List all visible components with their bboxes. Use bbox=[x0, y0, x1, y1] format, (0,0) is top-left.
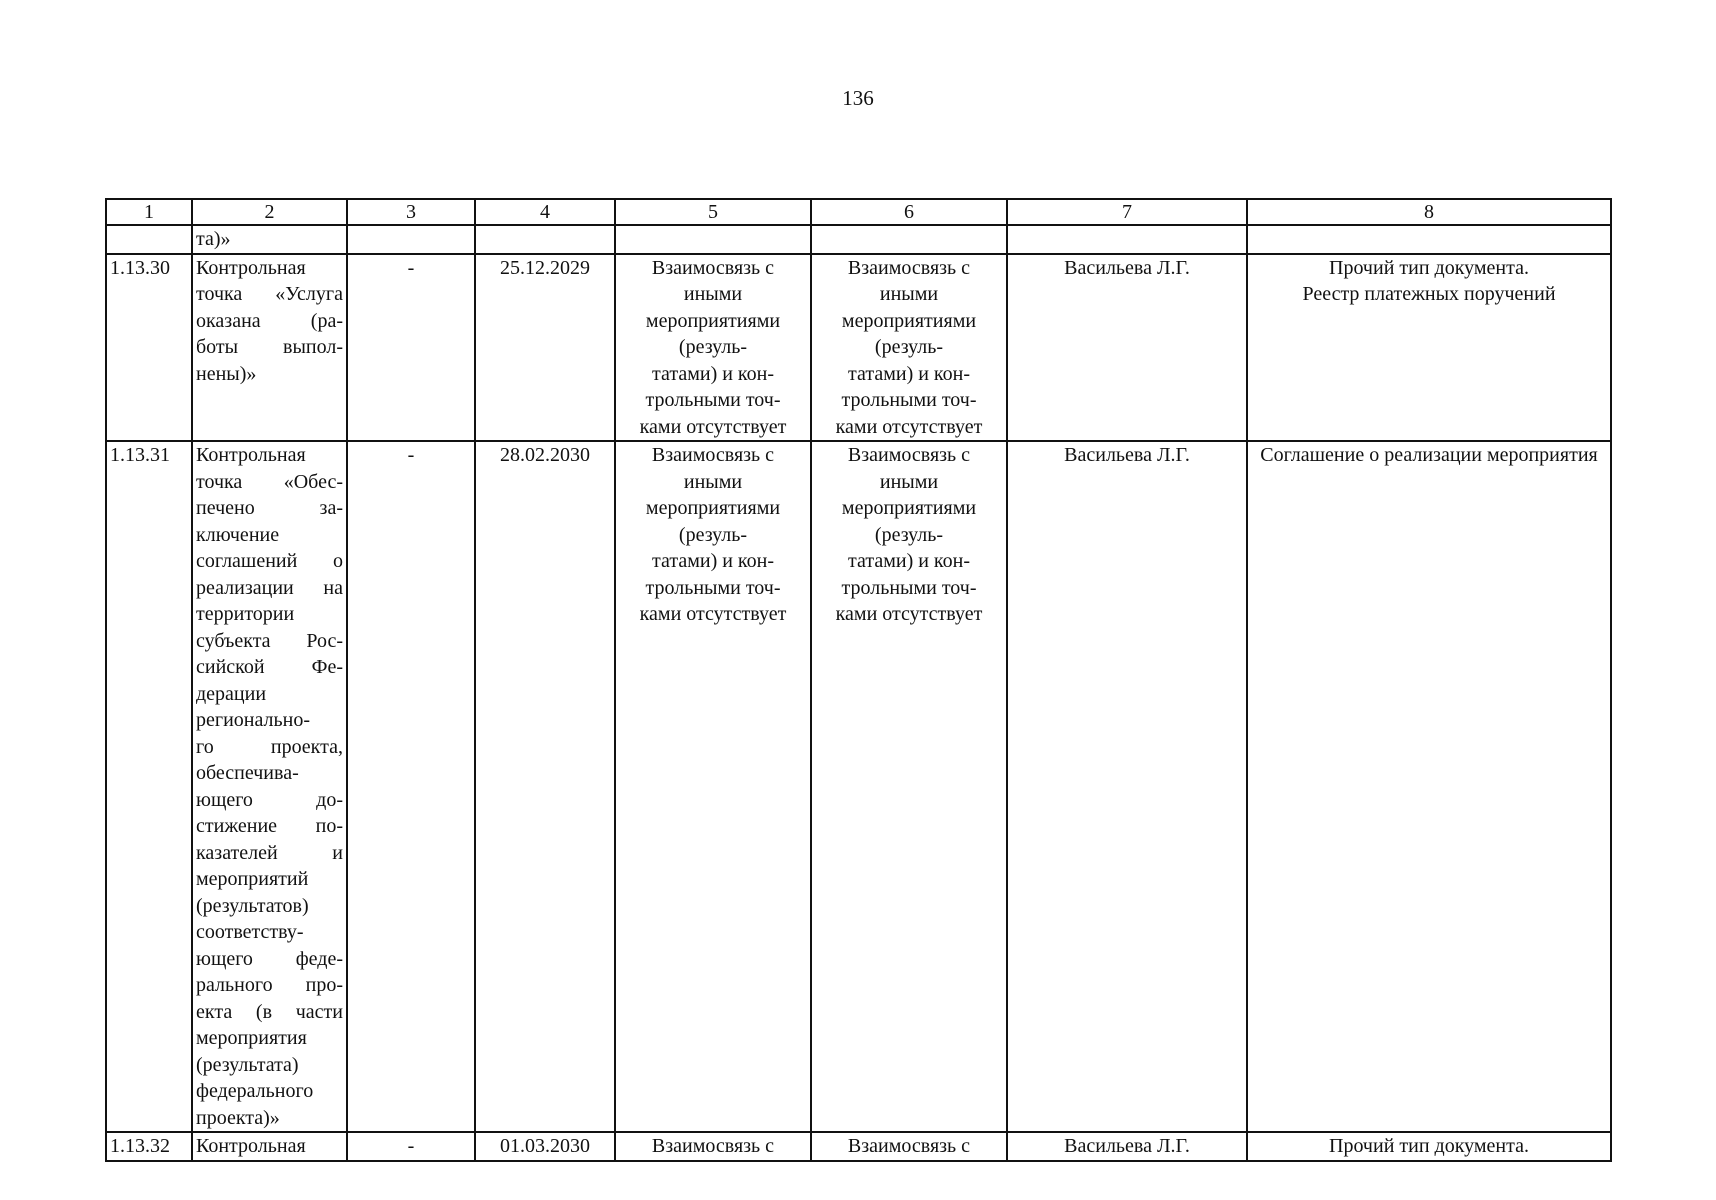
description-line: точка «Обес- bbox=[196, 470, 343, 493]
description-line: реализации на bbox=[196, 576, 343, 599]
header-col-6: 6 bbox=[811, 199, 1007, 225]
cell-empty bbox=[1007, 225, 1247, 254]
cell-empty bbox=[1247, 225, 1611, 254]
row-document: Соглашение о реализации мероприятия bbox=[1247, 441, 1611, 1132]
row-description bbox=[192, 441, 347, 1132]
description-line: Контрольная bbox=[196, 444, 306, 466]
description-line: го проекта, bbox=[196, 735, 343, 758]
description-line: мероприятий bbox=[196, 868, 309, 890]
row-document: Прочий тип документа. Реестр платежных поручений bbox=[1247, 254, 1611, 442]
description-line: казателей и bbox=[196, 841, 343, 864]
description-line: регионально- bbox=[196, 709, 311, 731]
cell-num bbox=[106, 225, 192, 254]
row-description bbox=[192, 254, 347, 442]
description-line: рального про- bbox=[196, 974, 343, 996]
row-col3: - bbox=[347, 1132, 475, 1161]
row-link-1: Взаимосвязь с bbox=[615, 1132, 811, 1161]
description-line: мероприятия bbox=[196, 1027, 307, 1049]
row-responsible: Васильева Л.Г. bbox=[1007, 254, 1247, 442]
description-line: (результатов) bbox=[196, 894, 309, 917]
description-line: точка «Услуга bbox=[196, 283, 343, 305]
row-link-1: Взаимосвязь с иными мероприятиями (резуль- татами) и кон- трольными точ- ками отсутствует bbox=[615, 441, 811, 1132]
table-row bbox=[106, 441, 1611, 1132]
description-line: проекта)» bbox=[196, 1106, 280, 1129]
description-line: ключение bbox=[196, 523, 280, 546]
description-line: ющего феде- bbox=[196, 947, 343, 970]
table-row bbox=[106, 1132, 1611, 1161]
row-link-2: Взаимосвязь с bbox=[811, 1132, 1007, 1161]
description-line: ющего до- bbox=[196, 788, 343, 811]
description-line: печено за- bbox=[196, 497, 343, 519]
page-number: 136 bbox=[842, 86, 874, 110]
row-col3: - bbox=[347, 254, 475, 442]
description-line: Контрольная bbox=[196, 256, 306, 279]
row-responsible: Васильева Л.Г. bbox=[1007, 1132, 1247, 1161]
row-number: 1.13.32 bbox=[106, 1132, 192, 1161]
row-number: 1.13.30 bbox=[106, 254, 192, 442]
header-col-3: 3 bbox=[347, 199, 475, 225]
cell-empty bbox=[347, 225, 475, 254]
row-date: 28.02.2030 bbox=[475, 441, 615, 1132]
description-line: федерального bbox=[196, 1080, 314, 1102]
row-link-2: Взаимосвязь с иными мероприятиями (резуль- татами) и кон- трольными точ- ками отсутствует bbox=[811, 441, 1007, 1132]
row-link-2: Взаимосвязь с иными мероприятиями (резуль- татами) и кон- трольными точ- ками отсутствует bbox=[811, 254, 1007, 442]
description-line: стижение по- bbox=[196, 815, 343, 837]
row-date: 01.03.2030 bbox=[475, 1132, 615, 1161]
description-line: обеспечива- bbox=[196, 762, 299, 784]
row-description bbox=[192, 1132, 347, 1161]
row-col3: - bbox=[347, 441, 475, 1132]
continuation-text: та)» bbox=[192, 225, 347, 254]
header-col-1: 1 bbox=[106, 199, 192, 225]
description-line: сийской Фе- bbox=[196, 656, 343, 678]
description-line: соответству- bbox=[196, 921, 304, 943]
cell-empty bbox=[615, 225, 811, 254]
cell-empty bbox=[811, 225, 1007, 254]
row-link-1: Взаимосвязь с иными мероприятиями (резуль- татами) и кон- трольными точ- ками отсутствует bbox=[615, 254, 811, 442]
description-line: оказана (ра- bbox=[196, 309, 343, 332]
header-col-7: 7 bbox=[1007, 199, 1247, 225]
header-col-5: 5 bbox=[615, 199, 811, 225]
header-col-8: 8 bbox=[1247, 199, 1611, 225]
header-col-4: 4 bbox=[475, 199, 615, 225]
description-line: (результата) bbox=[196, 1053, 299, 1076]
schedule-table bbox=[105, 198, 1612, 1162]
description-line: соглашений о bbox=[196, 550, 343, 572]
cell-empty bbox=[475, 225, 615, 254]
row-responsible: Васильева Л.Г. bbox=[1007, 441, 1247, 1132]
row-number: 1.13.31 bbox=[106, 441, 192, 1132]
continuation-row bbox=[106, 225, 1611, 254]
description-line: территории bbox=[196, 603, 295, 625]
row-date: 25.12.2029 bbox=[475, 254, 615, 442]
description-line: екта (в части bbox=[196, 1000, 343, 1023]
header-col-2: 2 bbox=[192, 199, 347, 225]
header-row bbox=[106, 199, 1611, 225]
row-document: Прочий тип документа. bbox=[1247, 1132, 1611, 1161]
description-line: дерации bbox=[196, 682, 267, 705]
description-line: Контрольная bbox=[196, 1135, 306, 1157]
description-line: субъекта Рос- bbox=[196, 629, 343, 652]
table-row bbox=[106, 254, 1611, 442]
description-line: нены)» bbox=[196, 362, 257, 385]
description-line: боты выпол- bbox=[196, 336, 343, 358]
